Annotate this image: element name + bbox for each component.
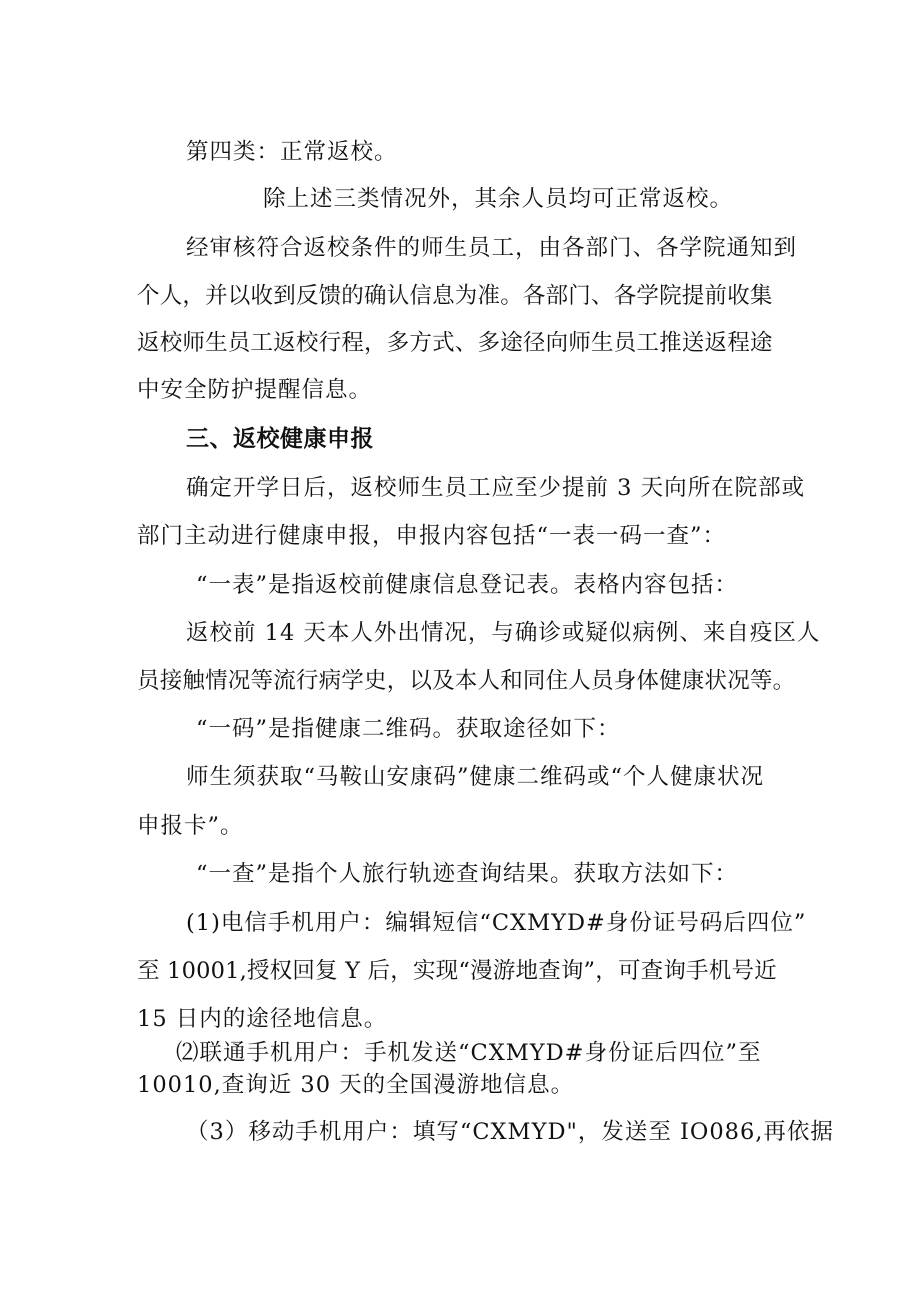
text-line: ⑵联通手机用户：手机发送“CXMYD#身份证后四位”至 xyxy=(176,1040,762,1066)
text-line: 员接触情况等流行病学史，以及本人和同住人员身体健康状况等。 xyxy=(137,668,796,694)
text-line: 申报卡”。 xyxy=(137,813,244,839)
text-line: 15 日内的途径地信息。 xyxy=(137,1006,388,1032)
text-line: 至 10001,授权回复 Y 后，实现“漫游地查询”，可查询手机号近 xyxy=(137,958,777,984)
text-line: 确定开学日后，返校师生员工应至少提前 3 天向所在院部或 xyxy=(186,475,806,501)
text-line: “一码”是指健康二维码。获取途径如下： xyxy=(196,716,621,742)
text-line: 第四类：正常返校。 xyxy=(186,139,398,165)
text-line: 10010,查询近 30 天的全国漫游地信息。 xyxy=(137,1072,575,1098)
text-line: 返校师生员工返校行程，多方式、多途径向师生员工推送返程途 xyxy=(137,330,773,356)
text-line: 个人，并以收到反馈的确认信息为准。各部门、各学院提前收集 xyxy=(137,283,773,309)
text-line: “一查”是指个人旅行轨迹查询结果。获取方法如下： xyxy=(196,861,739,887)
text-line: （3）移动手机用户：填写“CXMYD"，发送至 IO086,再依据 xyxy=(186,1119,834,1145)
text-line: “一表”是指返校前健康信息登记表。表格内容包括： xyxy=(196,572,739,598)
text-line: (1)电信手机用户：编辑短信“CXMYD#身份证号码后四位” xyxy=(186,910,807,936)
text-line: 经审核符合返校条件的师生员工，由各部门、各学院通知到 xyxy=(186,235,798,261)
section-heading: 三、返校健康申报 xyxy=(186,426,374,452)
text-line: 除上述三类情况外，其余人员均可正常返校。 xyxy=(263,186,734,212)
text-line: 部门主动进行健康申报，申报内容包括“一表一码一查”： xyxy=(137,523,727,549)
text-line: 中安全防护提醒信息。 xyxy=(137,377,373,403)
text-line: 师生须获取“马鞍山安康码”健康二维码或“个人健康状况 xyxy=(186,764,765,790)
text-line: 返校前 14 天本人外出情况，与确诊或疑似病例、来自疫区人 xyxy=(186,620,821,646)
